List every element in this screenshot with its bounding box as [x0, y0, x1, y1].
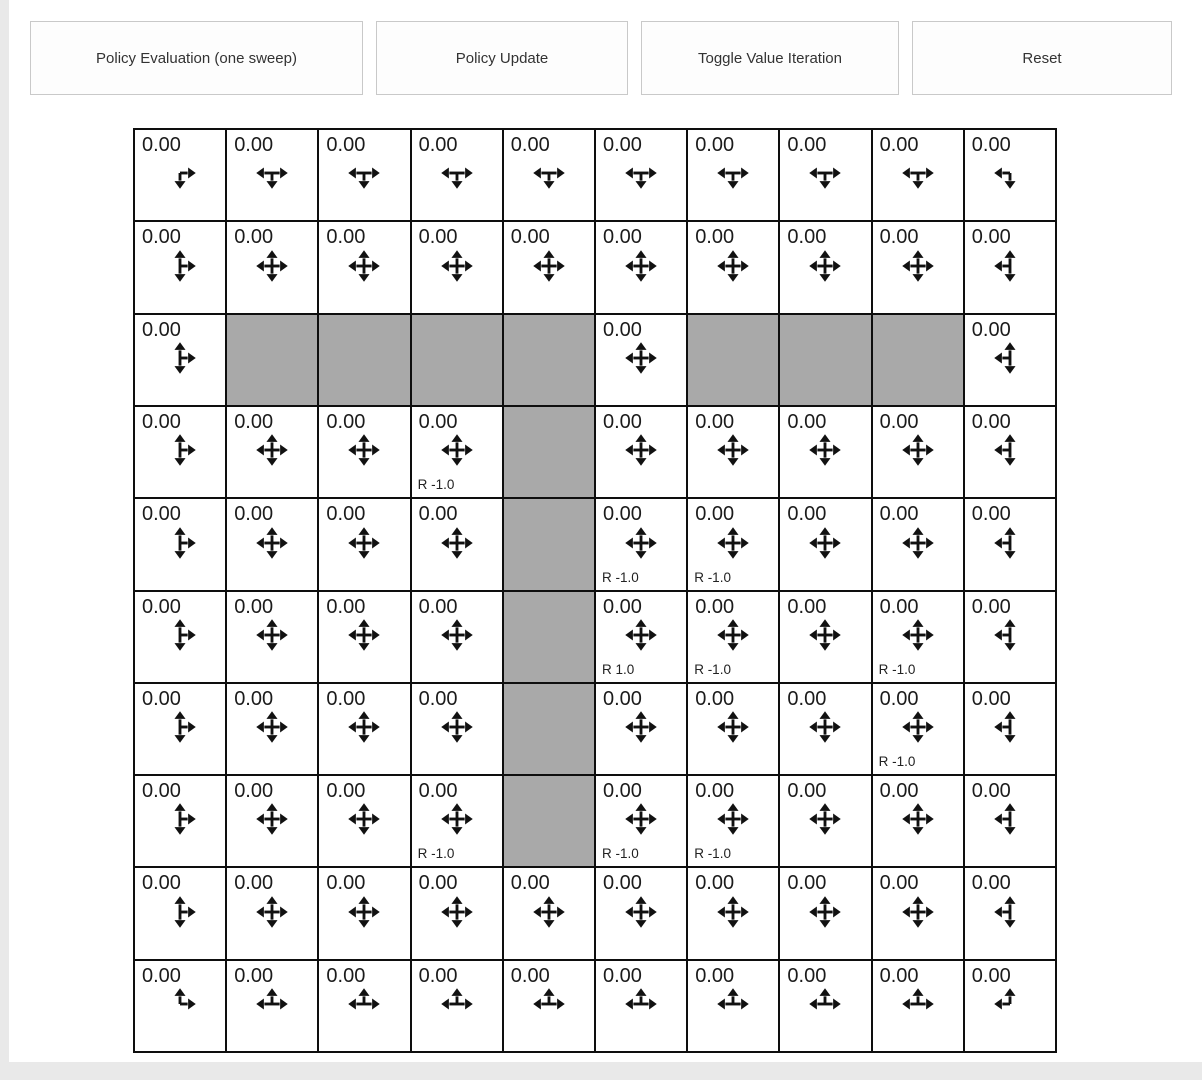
policy-arrows-icon: [989, 798, 1031, 840]
cell-value: 0.00: [695, 780, 735, 803]
policy-arrows-icon: [989, 706, 1031, 748]
grid-cell-r8c4[interactable]: [504, 868, 594, 958]
grid-cell-r7c3[interactable]: [412, 776, 502, 866]
policy-arrows-icon: [251, 429, 293, 471]
policy-arrows-icon: [159, 152, 201, 194]
grid-cell-r7c6[interactable]: [688, 776, 778, 866]
grid-cell-r0c3[interactable]: [412, 130, 502, 220]
policy-arrows-icon: [712, 706, 754, 748]
cell-value: 0.00: [971, 687, 1011, 710]
reward-label: R -1.0: [601, 569, 639, 585]
grid-cell-r5c2[interactable]: [319, 592, 409, 682]
cell-value: 0.00: [879, 134, 919, 156]
cell-value: 0.00: [787, 780, 827, 803]
grid-cell-r7c7[interactable]: [780, 776, 870, 866]
grid-cell-r6c1[interactable]: [227, 684, 317, 774]
policy-arrows-icon: [804, 245, 846, 287]
grid-cell-r7c8[interactable]: [873, 776, 963, 866]
toolbar: [30, 21, 1172, 95]
policy-arrows-icon: [343, 983, 385, 1025]
policy-arrows-icon: [989, 429, 1031, 471]
cell-value: 0.00: [418, 595, 458, 618]
cell-value: 0.00: [602, 687, 642, 710]
wall-cell-r2c7: [780, 315, 870, 405]
cell-value: 0.00: [787, 687, 827, 710]
policy-arrows-icon: [620, 891, 662, 933]
cell-value: 0.00: [326, 595, 366, 618]
cell-value: 0.00: [787, 595, 827, 618]
policy-arrows-icon: [897, 891, 939, 933]
cell-value: 0.00: [142, 134, 181, 156]
policy-arrows-icon: [436, 614, 478, 656]
policy-arrows-icon: [343, 706, 385, 748]
cell-value: 0.00: [234, 780, 274, 803]
cell-value: 0.00: [418, 503, 458, 526]
cell-value: 0.00: [326, 872, 366, 895]
policy-arrows-icon: [251, 983, 293, 1025]
cell-value: 0.00: [695, 872, 735, 895]
grid-cell-r1c5[interactable]: [596, 222, 686, 312]
policy-arrows-icon: [620, 614, 662, 656]
policy-arrows-icon: [712, 429, 754, 471]
wall-cell-r3c4: [504, 407, 594, 497]
grid-cell-r0c5[interactable]: [596, 130, 686, 220]
policy-arrows-icon: [804, 798, 846, 840]
policy-arrows-icon: [804, 522, 846, 564]
grid-cell-r9c5[interactable]: [596, 961, 686, 1051]
cell-value: 0.00: [234, 410, 274, 433]
cell-value: 0.00: [510, 964, 550, 987]
policy-arrows-icon: [251, 614, 293, 656]
policy-arrows-icon: [804, 983, 846, 1025]
policy-arrows-icon: [712, 798, 754, 840]
grid-cell-r3c1[interactable]: [227, 407, 317, 497]
cell-value: 0.00: [142, 964, 181, 987]
grid-cell-r5c9[interactable]: [965, 592, 1055, 682]
policy-arrows-icon: [159, 706, 201, 748]
grid-cell-r8c7[interactable]: [780, 868, 870, 958]
cell-value: 0.00: [695, 964, 735, 987]
policy-arrows-icon: [897, 429, 939, 471]
wall-cell-r2c6: [688, 315, 778, 405]
grid-cell-r8c2[interactable]: [319, 868, 409, 958]
cell-value: 0.00: [234, 872, 274, 895]
grid-cell-r6c9[interactable]: [965, 684, 1055, 774]
wall-cell-r7c4: [504, 776, 594, 866]
cell-value: 0.00: [971, 595, 1011, 618]
grid-cell-r9c0[interactable]: [135, 961, 225, 1051]
policy-arrows-icon: [620, 983, 662, 1025]
reward-label: R -1.0: [417, 846, 455, 862]
policy-evaluation-button[interactable]: Policy Evaluation (one sweep): [30, 21, 363, 95]
cell-value: 0.00: [971, 410, 1011, 433]
grid-cell-r3c9[interactable]: [965, 407, 1055, 497]
policy-arrows-icon: [436, 798, 478, 840]
cell-value: 0.00: [418, 964, 458, 987]
cell-value: 0.00: [787, 226, 827, 249]
cell-value: 0.00: [510, 226, 550, 249]
cell-value: 0.00: [602, 964, 642, 987]
policy-arrows-icon: [712, 614, 754, 656]
policy-arrows-icon: [989, 891, 1031, 933]
cell-value: 0.00: [971, 872, 1011, 895]
policy-arrows-icon: [528, 245, 570, 287]
policy-arrows-icon: [712, 152, 754, 194]
cell-value: 0.00: [142, 226, 181, 249]
grid-cell-r3c0[interactable]: [135, 407, 225, 497]
grid-cell-r1c6[interactable]: [688, 222, 778, 312]
cell-value: 0.00: [787, 134, 827, 156]
policy-arrows-icon: [251, 798, 293, 840]
grid-cell-r0c6[interactable]: [688, 130, 778, 220]
cell-value: 0.00: [234, 503, 274, 526]
policy-arrows-icon: [436, 891, 478, 933]
grid-cell-r6c8[interactable]: [873, 684, 963, 774]
policy-arrows-icon: [251, 891, 293, 933]
grid-cell-r2c9[interactable]: [965, 315, 1055, 405]
policy-arrows-icon: [897, 522, 939, 564]
grid-cell-r4c6[interactable]: [688, 499, 778, 589]
grid-cell-r4c9[interactable]: [965, 499, 1055, 589]
cell-value: 0.00: [326, 780, 366, 803]
cell-value: 0.00: [879, 872, 919, 895]
policy-arrows-icon: [989, 337, 1031, 379]
policy-arrows-icon: [251, 522, 293, 564]
policy-arrows-icon: [159, 245, 201, 287]
cell-value: 0.00: [510, 872, 550, 895]
grid-cell-r7c1[interactable]: [227, 776, 317, 866]
grid-cell-r0c0[interactable]: [135, 130, 225, 220]
policy-arrows-icon: [620, 245, 662, 287]
cell-value: 0.00: [971, 964, 1011, 987]
policy-arrows-icon: [343, 522, 385, 564]
cell-value: 0.00: [971, 226, 1011, 249]
cell-value: 0.00: [142, 318, 181, 341]
policy-arrows-icon: [159, 891, 201, 933]
cell-value: 0.00: [418, 687, 458, 710]
grid-cell-r0c4[interactable]: [504, 130, 594, 220]
cell-value: 0.00: [510, 134, 550, 156]
grid-cell-r5c6[interactable]: [688, 592, 778, 682]
policy-arrows-icon: [436, 983, 478, 1025]
grid-cell-r5c7[interactable]: [780, 592, 870, 682]
cell-value: 0.00: [234, 226, 274, 249]
cell-value: 0.00: [787, 503, 827, 526]
cell-value: 0.00: [142, 410, 181, 433]
cell-value: 0.00: [695, 134, 735, 156]
cell-value: 0.00: [418, 872, 458, 895]
cell-value: 0.00: [602, 226, 642, 249]
policy-arrows-icon: [159, 429, 201, 471]
wall-cell-r2c3: [412, 315, 502, 405]
cell-value: 0.00: [234, 595, 274, 618]
grid-cell-r1c3[interactable]: [412, 222, 502, 312]
cell-value: 0.00: [879, 964, 919, 987]
policy-arrows-icon: [989, 614, 1031, 656]
window-edge-left: [0, 0, 9, 1080]
grid-cell-r0c7[interactable]: [780, 130, 870, 220]
grid-cell-r8c0[interactable]: [135, 868, 225, 958]
reward-label: R -1.0: [694, 846, 731, 862]
grid-cell-r4c0[interactable]: [135, 499, 225, 589]
policy-arrows-icon: [897, 614, 939, 656]
grid-cell-r6c7[interactable]: [780, 684, 870, 774]
cell-value: 0.00: [695, 503, 735, 526]
policy-arrows-icon: [897, 798, 939, 840]
policy-arrows-icon: [897, 245, 939, 287]
policy-arrows-icon: [343, 429, 385, 471]
cell-value: 0.00: [142, 687, 181, 710]
grid-cell-r5c5[interactable]: [596, 592, 686, 682]
policy-arrows-icon: [159, 522, 201, 564]
policy-arrows-icon: [804, 891, 846, 933]
grid-cell-r5c0[interactable]: [135, 592, 225, 682]
grid-cell-r9c3[interactable]: [412, 961, 502, 1051]
cell-value: 0.00: [879, 226, 919, 249]
policy-arrows-icon: [159, 798, 201, 840]
cell-value: 0.00: [971, 780, 1011, 803]
cell-value: 0.00: [234, 687, 274, 710]
grid-cell-r6c3[interactable]: [412, 684, 502, 774]
cell-value: 0.00: [879, 687, 919, 710]
cell-value: 0.00: [234, 964, 274, 987]
wall-cell-r2c8: [873, 315, 963, 405]
wall-cell-r2c4: [504, 315, 594, 405]
reward-label: R -1.0: [878, 661, 916, 677]
cell-value: 0.00: [142, 872, 181, 895]
grid-cell-r8c6[interactable]: [688, 868, 778, 958]
grid-cell-r1c1[interactable]: [227, 222, 317, 312]
cell-value: 0.00: [142, 503, 181, 526]
grid-cell-r6c6[interactable]: [688, 684, 778, 774]
cell-value: 0.00: [695, 410, 735, 433]
policy-arrows-icon: [251, 245, 293, 287]
policy-arrows-icon: [804, 706, 846, 748]
policy-arrows-icon: [620, 522, 662, 564]
cell-value: 0.00: [787, 872, 827, 895]
policy-arrows-icon: [712, 891, 754, 933]
grid-cell-r8c5[interactable]: [596, 868, 686, 958]
reward-label: R -1.0: [694, 661, 731, 677]
policy-arrows-icon: [436, 429, 478, 471]
policy-arrows-icon: [897, 983, 939, 1025]
cell-value: 0.00: [971, 318, 1011, 341]
grid-cell-r1c8[interactable]: [873, 222, 963, 312]
cell-value: 0.00: [418, 780, 458, 803]
cell-value: 0.00: [879, 780, 919, 803]
cell-value: 0.00: [787, 410, 827, 433]
reward-label: R -1.0: [694, 569, 731, 585]
cell-value: 0.00: [787, 964, 827, 987]
wall-cell-r5c4: [504, 592, 594, 682]
wall-cell-r2c2: [319, 315, 409, 405]
cell-value: 0.00: [602, 503, 642, 526]
grid-cell-r9c9[interactable]: [965, 961, 1055, 1051]
policy-arrows-icon: [620, 337, 662, 379]
policy-arrows-icon: [804, 614, 846, 656]
grid-cell-r7c0[interactable]: [135, 776, 225, 866]
cell-value: 0.00: [602, 872, 642, 895]
cell-value: 0.00: [695, 226, 735, 249]
policy-arrows-icon: [528, 983, 570, 1025]
cell-value: 0.00: [602, 318, 642, 341]
cell-value: 0.00: [602, 595, 642, 618]
grid-cell-r5c8[interactable]: [873, 592, 963, 682]
reward-label: R 1.0: [601, 661, 635, 677]
policy-arrows-icon: [528, 152, 570, 194]
policy-arrows-icon: [897, 706, 939, 748]
grid-cell-r6c5[interactable]: [596, 684, 686, 774]
reward-label: R -1.0: [417, 477, 455, 493]
policy-arrows-icon: [159, 337, 201, 379]
grid-cell-r1c2[interactable]: [319, 222, 409, 312]
gridworld-grid: [133, 128, 1057, 1053]
policy-arrows-icon: [436, 245, 478, 287]
policy-arrows-icon: [620, 798, 662, 840]
policy-arrows-icon: [159, 983, 201, 1025]
cell-value: 0.00: [879, 410, 919, 433]
grid-cell-r3c7[interactable]: [780, 407, 870, 497]
grid-cell-r1c9[interactable]: [965, 222, 1055, 312]
policy-arrows-icon: [251, 152, 293, 194]
reset-button[interactable]: Reset: [912, 21, 1172, 95]
grid-cell-r3c8[interactable]: [873, 407, 963, 497]
cell-value: 0.00: [971, 503, 1011, 526]
policy-arrows-icon: [620, 429, 662, 471]
policy-arrows-icon: [712, 245, 754, 287]
cell-value: 0.00: [142, 780, 181, 803]
grid-cell-r7c9[interactable]: [965, 776, 1055, 866]
policy-arrows-icon: [251, 706, 293, 748]
policy-arrows-icon: [436, 522, 478, 564]
wall-cell-r2c1: [227, 315, 317, 405]
grid-cell-r1c4[interactable]: [504, 222, 594, 312]
grid-cell-r4c3[interactable]: [412, 499, 502, 589]
policy-arrows-icon: [159, 614, 201, 656]
cell-value: 0.00: [602, 410, 642, 433]
grid-cell-r4c1[interactable]: [227, 499, 317, 589]
grid-cell-r0c8[interactable]: [873, 130, 963, 220]
grid-cell-r9c4[interactable]: [504, 961, 594, 1051]
grid-cell-r3c3[interactable]: [412, 407, 502, 497]
grid-cell-r3c2[interactable]: [319, 407, 409, 497]
cell-value: 0.00: [326, 503, 366, 526]
policy-arrows-icon: [989, 152, 1031, 194]
cell-value: 0.00: [602, 780, 642, 803]
policy-arrows-icon: [343, 152, 385, 194]
policy-arrows-icon: [712, 522, 754, 564]
cell-value: 0.00: [142, 595, 181, 618]
grid-cell-r1c7[interactable]: [780, 222, 870, 312]
grid-cell-r7c2[interactable]: [319, 776, 409, 866]
grid-cell-r4c2[interactable]: [319, 499, 409, 589]
cell-value: 0.00: [695, 595, 735, 618]
grid-cell-r6c2[interactable]: [319, 684, 409, 774]
cell-value: 0.00: [234, 134, 274, 156]
policy-arrows-icon: [989, 522, 1031, 564]
cell-value: 0.00: [326, 226, 366, 249]
grid-cell-r9c6[interactable]: [688, 961, 778, 1051]
grid-cell-r9c1[interactable]: [227, 961, 317, 1051]
cell-value: 0.00: [879, 503, 919, 526]
grid-cell-r6c0[interactable]: [135, 684, 225, 774]
cell-value: 0.00: [879, 595, 919, 618]
policy-arrows-icon: [620, 706, 662, 748]
policy-arrows-icon: [712, 983, 754, 1025]
cell-value: 0.00: [695, 687, 735, 710]
policy-arrows-icon: [804, 429, 846, 471]
grid-cell-r4c7[interactable]: [780, 499, 870, 589]
grid-cell-r5c1[interactable]: [227, 592, 317, 682]
policy-arrows-icon: [528, 891, 570, 933]
reward-label: R -1.0: [878, 754, 916, 770]
grid-cell-r4c5[interactable]: [596, 499, 686, 589]
policy-arrows-icon: [343, 891, 385, 933]
grid-cell-r9c7[interactable]: [780, 961, 870, 1051]
grid-cell-r8c1[interactable]: [227, 868, 317, 958]
grid-cell-r9c2[interactable]: [319, 961, 409, 1051]
grid-cell-r3c6[interactable]: [688, 407, 778, 497]
cell-value: 0.00: [326, 687, 366, 710]
grid-cell-r3c5[interactable]: [596, 407, 686, 497]
cell-value: 0.00: [418, 134, 458, 156]
cell-value: 0.00: [971, 134, 1011, 156]
policy-arrows-icon: [989, 983, 1031, 1025]
cell-value: 0.00: [602, 134, 642, 156]
grid-cell-r0c2[interactable]: [319, 130, 409, 220]
policy-arrows-icon: [343, 798, 385, 840]
window-edge-bottom: [0, 1062, 1202, 1080]
wall-cell-r4c4: [504, 499, 594, 589]
cell-value: 0.00: [326, 410, 366, 433]
policy-arrows-icon: [436, 706, 478, 748]
toggle-value-iteration-button[interactable]: Toggle Value Iteration: [641, 21, 899, 95]
policy-arrows-icon: [897, 152, 939, 194]
cell-value: 0.00: [326, 134, 366, 156]
grid-cell-r9c8[interactable]: [873, 961, 963, 1051]
grid-cell-r1c0[interactable]: [135, 222, 225, 312]
grid-cell-r0c1[interactable]: [227, 130, 317, 220]
grid-cell-r8c9[interactable]: [965, 868, 1055, 958]
policy-update-button[interactable]: Policy Update: [376, 21, 628, 95]
policy-arrows-icon: [989, 245, 1031, 287]
grid-cell-r8c3[interactable]: [412, 868, 502, 958]
cell-value: 0.00: [418, 410, 458, 433]
grid-cell-r2c5[interactable]: [596, 315, 686, 405]
cell-value: 0.00: [326, 964, 366, 987]
grid-cell-r8c8[interactable]: [873, 868, 963, 958]
grid-cell-r2c0[interactable]: [135, 315, 225, 405]
grid-cell-r7c5[interactable]: [596, 776, 686, 866]
grid-cell-r4c8[interactable]: [873, 499, 963, 589]
grid-cell-r5c3[interactable]: [412, 592, 502, 682]
policy-arrows-icon: [343, 245, 385, 287]
policy-arrows-icon: [804, 152, 846, 194]
policy-arrows-icon: [436, 152, 478, 194]
grid-cell-r0c9[interactable]: [965, 130, 1055, 220]
cell-value: 0.00: [418, 226, 458, 249]
policy-arrows-icon: [620, 152, 662, 194]
policy-arrows-icon: [343, 614, 385, 656]
reward-label: R -1.0: [601, 846, 639, 862]
wall-cell-r6c4: [504, 684, 594, 774]
